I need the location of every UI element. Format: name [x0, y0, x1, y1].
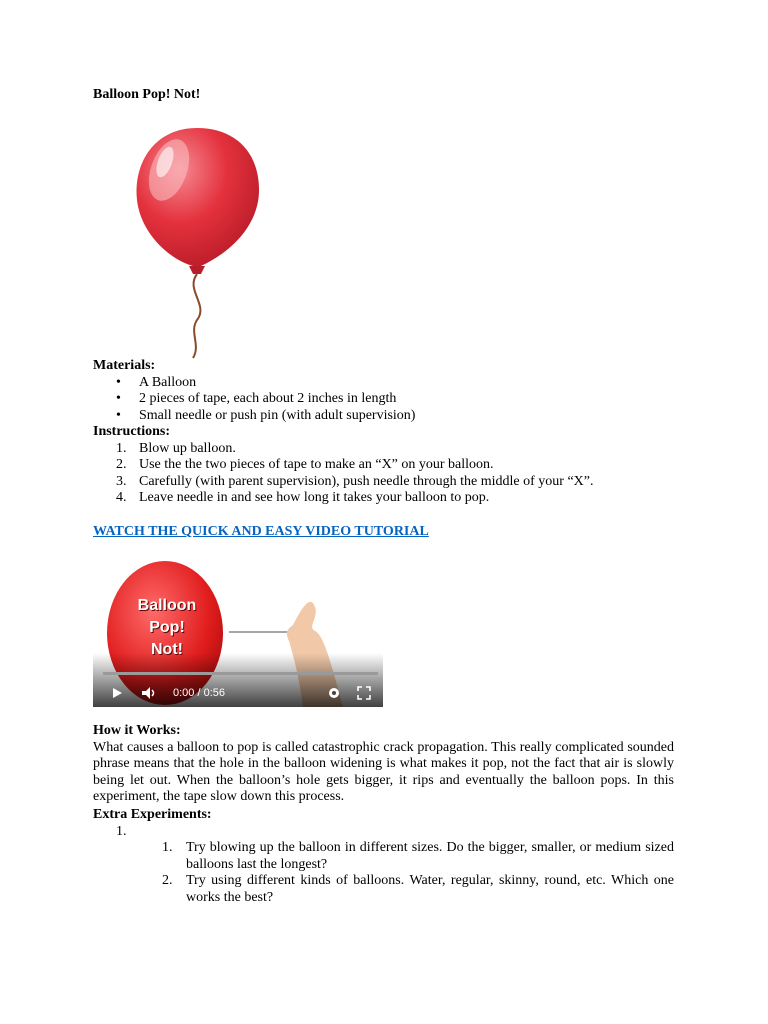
video-player[interactable]	[93, 555, 383, 707]
page-title: Balloon Pop! Not!	[93, 87, 201, 102]
list-item: 3. Carefully (with parent supervision), push needle through the middle of your “X”.	[116, 473, 594, 489]
fullscreen-icon[interactable]	[357, 686, 371, 700]
bullet-icon: •	[116, 407, 121, 423]
list-item: 2. Try using different kinds of balloons. Water, regular, skinny, round, etc. Which one works the best?	[162, 873, 674, 905]
instructions-heading: Instructions:	[93, 424, 171, 439]
bullet-icon: •	[116, 374, 121, 390]
list-item: 4. Leave needle in and see how long it takes your balloon to pop.	[116, 490, 490, 505]
play-icon[interactable]	[111, 687, 123, 699]
bullet-icon: •	[116, 391, 121, 406]
balloon-illustration	[131, 120, 263, 360]
list-item: 1. Try blowing up the balloon in different sizes. Do the bigger, smaller, or medium sized balloons last the longest?	[162, 840, 674, 872]
list-item: 2. Use the the two pieces of tape to make an “X” on your balloon.	[116, 457, 494, 472]
list-item: • 2 pieces of tape, each about 2 inches in length	[116, 391, 397, 406]
how-it-works-body: What causes a balloon to pop is called catastrophic crack propagation. This really complicated sounded phrase means that the hole in the balloon widening is what makes it pop, not the fact that air is slowly being let out. When the balloon’s hole gets bigger, it rips and eventually the balloon pops. In this experiment, the tape slow down this process.	[93, 739, 674, 804]
extra-experiments-heading: Extra Experiments:	[93, 807, 212, 822]
how-it-works-section	[93, 723, 674, 806]
extra-outer-list	[93, 824, 674, 841]
instructions-list	[93, 441, 674, 507]
list-item: 1.	[116, 823, 127, 839]
extra-experiments-section	[93, 807, 674, 906]
materials-section	[93, 358, 674, 507]
video-tutorial-link[interactable]: WATCH THE QUICK AND EASY VIDEO TUTORIAL	[93, 524, 429, 539]
list-item: • Small needle or push pin (with adult supervision)	[116, 407, 416, 423]
list-item: • A Balloon	[116, 374, 197, 390]
how-it-works-heading: How it Works:	[93, 723, 181, 738]
extra-experiments-list	[93, 840, 674, 906]
video-time: 0:00 / 0:56	[173, 686, 225, 699]
video-thumb-title: Balloon Pop! Not!	[137, 597, 197, 658]
settings-gear-icon[interactable]	[327, 686, 341, 700]
volume-icon[interactable]	[141, 686, 159, 700]
materials-list	[93, 375, 674, 425]
list-item: 1. Blow up balloon.	[116, 440, 236, 456]
materials-heading: Materials:	[93, 358, 156, 373]
